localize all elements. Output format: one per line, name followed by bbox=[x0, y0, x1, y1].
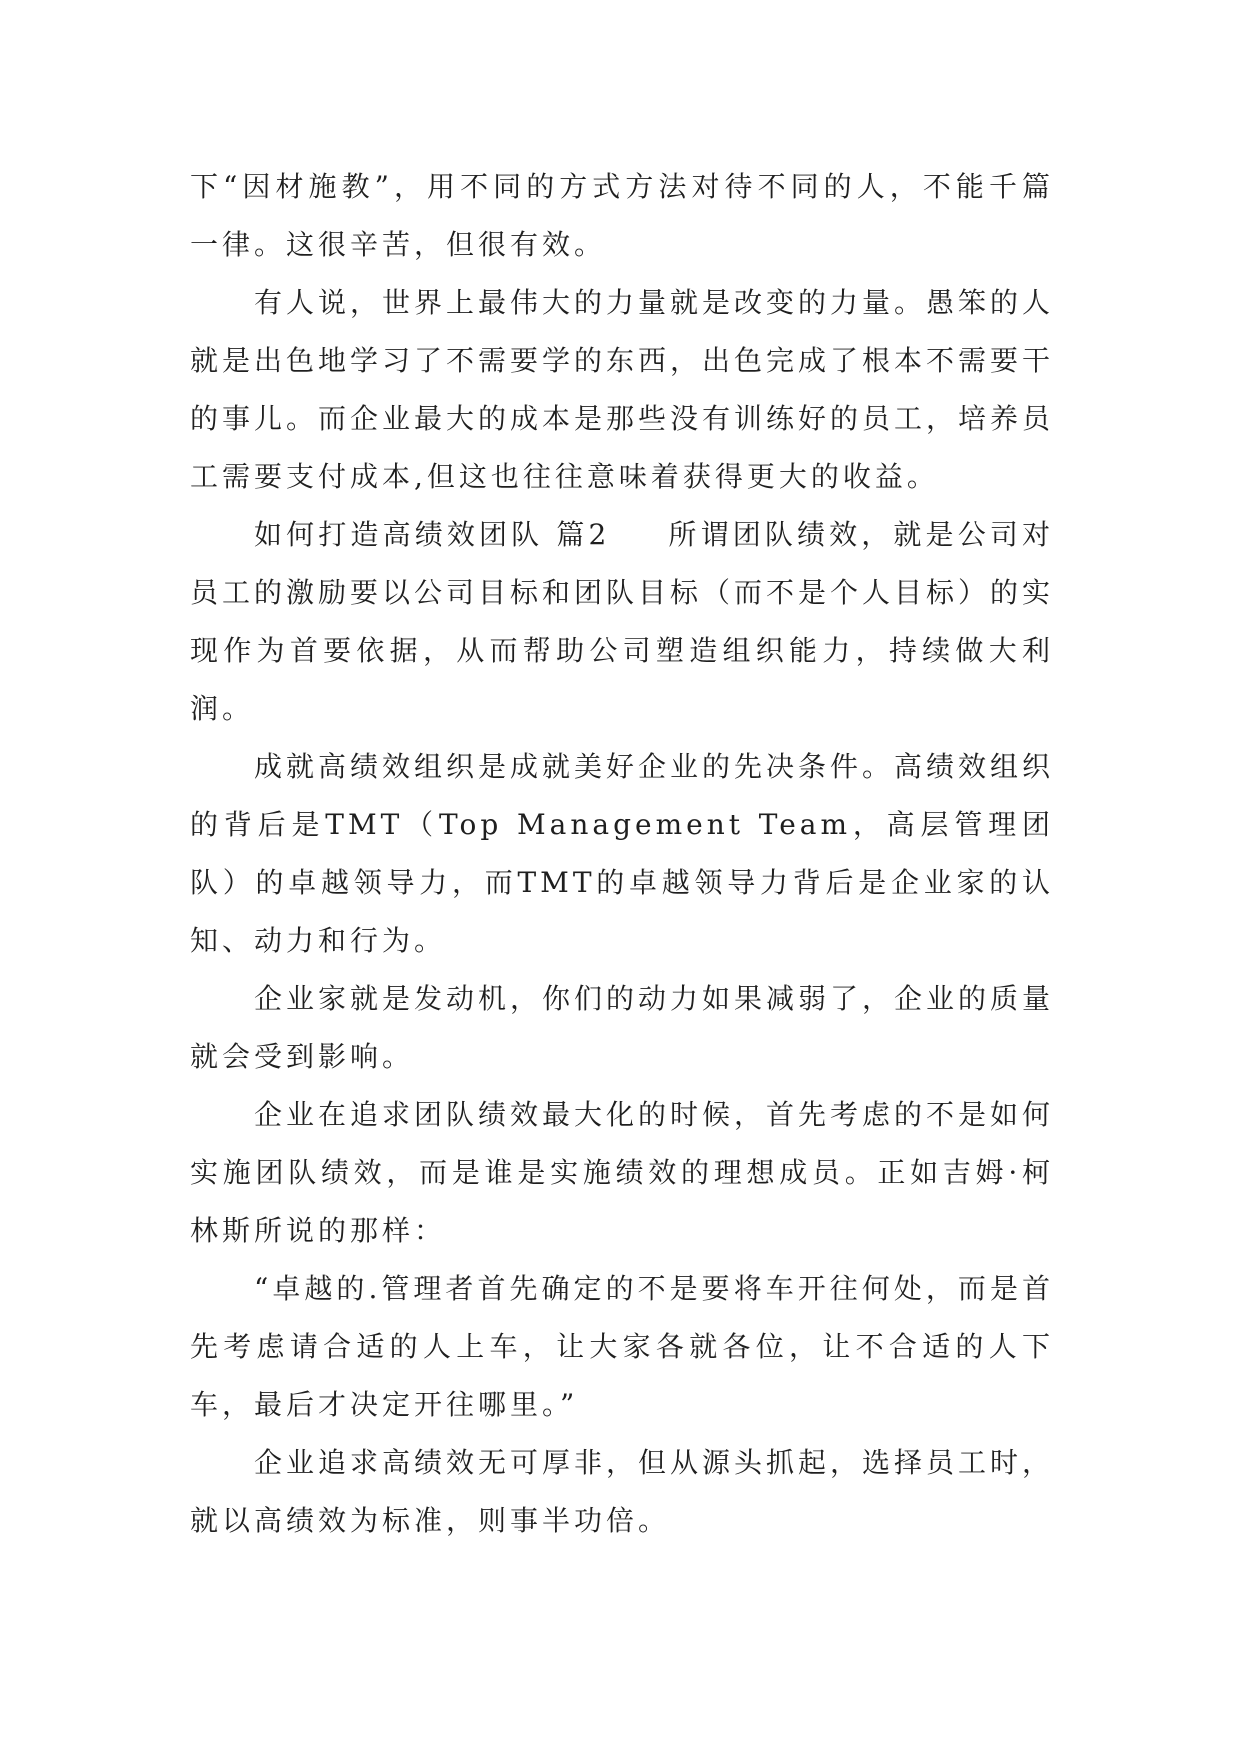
paragraph: 有人说，世界上最伟大的力量就是改变的力量。愚笨的人就是出色地学习了不需要学的东西，出色完成了根本不需要干的事儿。而企业最大的成本是那些没有训练好的员工，培养员工需要支付成本,但这也往往意味着获得更大的收益。 bbox=[190, 286, 1055, 493]
paragraph: 企业家就是发动机，你们的动力如果减弱了，企业的质量就会受到影响。 bbox=[190, 982, 1055, 1073]
paragraph: 企业在追求团队绩效最大化的时候，首先考虑的不是如何实施团队绩效，而是谁是实施绩效的理想成员。正如吉姆·柯林斯所说的那样： bbox=[190, 1098, 1055, 1247]
quote-paragraph: “卓越的.管理者首先确定的不是要将车开往何处，而是首先考虑请合适的人上车，让大家各就各位，让不合适的人下车，最后才决定开往哪里。” bbox=[190, 1272, 1054, 1421]
paragraph: 成就高绩效组织是成就美好企业的先决条件。高绩效组织的背后是TMT（Top Management Team，高层管理团队）的卓越领导力，而TMT的卓越领导力背后是企业家的认知、动力和行为。 bbox=[190, 750, 1055, 957]
section-heading: 如何打造高绩效团队 篇2 bbox=[254, 518, 611, 551]
paragraph-with-heading bbox=[190, 506, 1054, 738]
paragraph-text: 所谓团队绩效，就是公司对员工的激励要以公司目标和团队目标（而不是个人目标）的实现作为首要依据，从而帮助公司塑造组织能力，持续做大利润。 bbox=[190, 518, 1055, 725]
document-body bbox=[190, 158, 1054, 1550]
paragraph: 下“因材施教”，用不同的方式方法对待不同的人，不能千篇一律。这很辛苦，但很有效。 bbox=[190, 170, 1054, 261]
paragraph: 企业追求高绩效无可厚非，但从源头抓起，选择员工时，就以高绩效为标准，则事半功倍。 bbox=[190, 1446, 1055, 1537]
